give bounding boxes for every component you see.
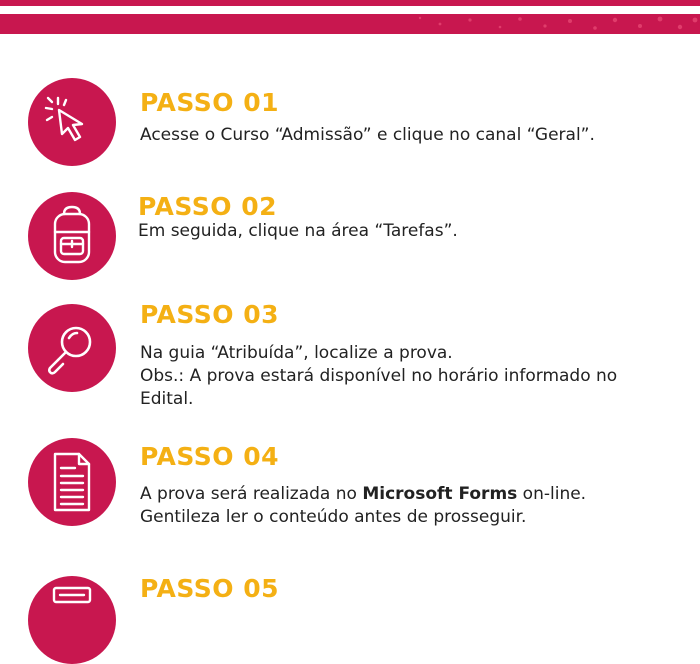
top-banner bbox=[0, 0, 700, 34]
printer-icon bbox=[28, 576, 116, 664]
step-03-line-1: Na guia “Atribuída”, localize a prova. bbox=[140, 343, 453, 363]
step-01-badge bbox=[28, 78, 116, 166]
step-04-badge bbox=[28, 438, 116, 526]
step-01-title: PASSO 01 bbox=[140, 88, 280, 117]
step-03-line-2: Obs.: A prova estará disponível no horário informado no bbox=[140, 366, 618, 386]
magnifier-icon bbox=[28, 304, 116, 392]
banner-thin-stripe bbox=[0, 0, 700, 6]
step-03-badge bbox=[28, 304, 116, 392]
backpack-icon bbox=[28, 192, 116, 280]
step-03-title: PASSO 03 bbox=[140, 300, 280, 329]
step-01-text bbox=[140, 124, 680, 147]
step-02-badge bbox=[28, 192, 116, 280]
step-05-badge bbox=[28, 576, 116, 664]
step-04-line-1-end: on-line. bbox=[517, 484, 587, 504]
step-03-text bbox=[140, 342, 680, 411]
document-icon bbox=[28, 438, 116, 526]
banner-pattern bbox=[0, 14, 700, 34]
cursor-click-icon bbox=[28, 78, 116, 166]
step-04-line-1-start: A prova será realizada no bbox=[140, 484, 363, 504]
step-02-line-1: Em seguida, clique na área “Tarefas”. bbox=[138, 221, 458, 241]
step-04-line-2: Gentileza ler o conteúdo antes de prosseguir. bbox=[140, 507, 527, 527]
step-01-line-1: Acesse o Curso “Admissão” e clique no canal “Geral”. bbox=[140, 125, 595, 145]
step-02-text bbox=[138, 220, 678, 243]
step-03-line-3: Edital. bbox=[140, 389, 194, 409]
step-05-title: PASSO 05 bbox=[140, 574, 280, 603]
step-04-line-1 bbox=[140, 483, 680, 506]
step-04-title: PASSO 04 bbox=[140, 442, 280, 471]
step-04-text bbox=[140, 483, 680, 529]
step-02-title: PASSO 02 bbox=[138, 192, 278, 221]
microsoft-forms-label: Microsoft Forms bbox=[362, 484, 518, 504]
